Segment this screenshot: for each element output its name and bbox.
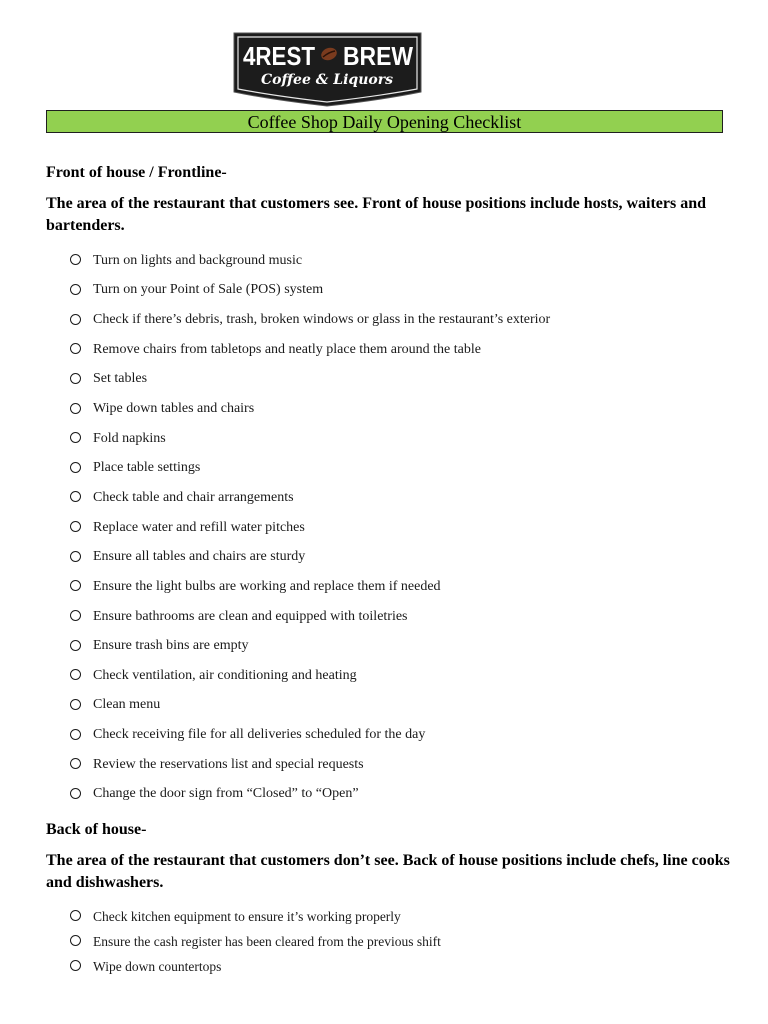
brand-logo	[231, 30, 424, 107]
back-of-house-heading: Back of house-	[46, 821, 147, 838]
checkbox-circle-icon[interactable]	[70, 373, 81, 384]
checklist-item-label: Remove chairs from tabletops and neatly place them around the table	[93, 341, 481, 357]
checklist-item-label: Check receiving file for all deliveries scheduled for the day	[93, 727, 426, 743]
checklist-item[interactable]	[70, 954, 441, 979]
checkbox-circle-icon[interactable]	[70, 343, 81, 354]
checklist-item[interactable]	[70, 483, 550, 513]
checklist-item-label: Review the reservations list and special requests	[93, 756, 364, 772]
checklist-item-label: Ensure trash bins are empty	[93, 638, 249, 654]
checklist-item-label: Change the door sign from “Closed” to “Open”	[93, 786, 359, 802]
checklist-item-label: Check if there’s debris, trash, broken windows or glass in the restaurant’s exterior	[93, 312, 551, 328]
checklist-item[interactable]	[70, 691, 550, 721]
checklist-item-label: Check ventilation, air conditioning and heating	[93, 667, 357, 683]
checklist-item[interactable]	[70, 602, 550, 632]
checkbox-circle-icon[interactable]	[70, 935, 81, 946]
back-of-house-description: The area of the restaurant that customers don’t see. Back of house positions include chefs, line cooks and dishwashers.	[46, 852, 730, 891]
checkbox-circle-icon[interactable]	[70, 729, 81, 740]
front-of-house-heading: Front of house / Frontline-	[46, 164, 227, 181]
checkbox-circle-icon[interactable]	[70, 521, 81, 532]
checkbox-circle-icon[interactable]	[70, 610, 81, 621]
checklist-item-label: Set tables	[93, 371, 148, 387]
checkbox-circle-icon[interactable]	[70, 758, 81, 769]
checkbox-circle-icon[interactable]	[70, 669, 81, 680]
checklist-item[interactable]	[70, 453, 550, 483]
checklist-item[interactable]	[70, 365, 550, 395]
checklist-item-label: Place table settings	[93, 460, 201, 476]
page-title: Coffee Shop Daily Opening Checklist	[46, 110, 723, 133]
checkbox-circle-icon[interactable]	[70, 432, 81, 443]
checkbox-circle-icon[interactable]	[70, 580, 81, 591]
logo-brand-right: BREW	[343, 41, 414, 71]
checklist-item-label: Wipe down countertops	[93, 958, 222, 974]
checklist-item[interactable]	[70, 572, 550, 602]
checklist-item[interactable]	[70, 904, 441, 929]
checkbox-circle-icon[interactable]	[70, 551, 81, 562]
checklist-item-label: Ensure bathrooms are clean and equipped with toiletries	[93, 608, 408, 624]
checklist-item-label: Ensure the light bulbs are working and replace them if needed	[93, 578, 441, 594]
checkbox-circle-icon[interactable]	[70, 491, 81, 502]
checklist-item[interactable]	[70, 305, 550, 335]
checklist-item-label: Fold napkins	[93, 430, 166, 446]
checklist-item[interactable]	[70, 246, 550, 276]
checklist-item[interactable]	[70, 513, 550, 543]
checklist-item[interactable]	[70, 276, 550, 306]
checklist-item[interactable]	[70, 394, 550, 424]
checkbox-circle-icon[interactable]	[70, 910, 81, 921]
checklist-item[interactable]	[70, 750, 550, 780]
checklist-item-label: Check table and chair arrangements	[93, 489, 294, 505]
front-of-house-description: The area of the restaurant that customers see. Front of house positions include hosts, waiters and bartenders.	[46, 195, 706, 234]
checklist-item-label: Clean menu	[93, 697, 161, 713]
checkbox-circle-icon[interactable]	[70, 403, 81, 414]
logo-brand-left: 4REST	[243, 41, 316, 71]
checkbox-circle-icon[interactable]	[70, 699, 81, 710]
checklist-item[interactable]	[70, 661, 550, 691]
checkbox-circle-icon[interactable]	[70, 960, 81, 971]
checklist-item-label: Replace water and refill water pitches	[93, 519, 305, 535]
checkbox-circle-icon[interactable]	[70, 284, 81, 295]
back-of-house-checklist	[70, 904, 441, 979]
checklist-item[interactable]	[70, 542, 550, 572]
checkbox-circle-icon[interactable]	[70, 788, 81, 799]
checklist-item-label: Check kitchen equipment to ensure it’s working properly	[93, 908, 401, 924]
checkbox-circle-icon[interactable]	[70, 314, 81, 325]
checkbox-circle-icon[interactable]	[70, 462, 81, 473]
checklist-item[interactable]	[70, 929, 441, 954]
checklist-item[interactable]	[70, 720, 550, 750]
checklist-item[interactable]	[70, 335, 550, 365]
checklist-item-label: Ensure all tables and chairs are sturdy	[93, 549, 306, 565]
checkbox-circle-icon[interactable]	[70, 640, 81, 651]
checklist-item-label: Turn on your Point of Sale (POS) system	[93, 282, 324, 298]
checklist-item[interactable]	[70, 631, 550, 661]
checkbox-circle-icon[interactable]	[70, 254, 81, 265]
logo-tagline: Coffee & Liquors	[261, 72, 393, 88]
checklist-item[interactable]	[70, 780, 550, 810]
checklist-item-label: Ensure the cash register has been cleared from the previous shift	[93, 933, 441, 949]
front-of-house-checklist	[70, 246, 550, 809]
checklist-item-label: Wipe down tables and chairs	[93, 401, 255, 417]
checklist-item[interactable]	[70, 424, 550, 454]
checklist-item-label: Turn on lights and background music	[93, 252, 303, 268]
